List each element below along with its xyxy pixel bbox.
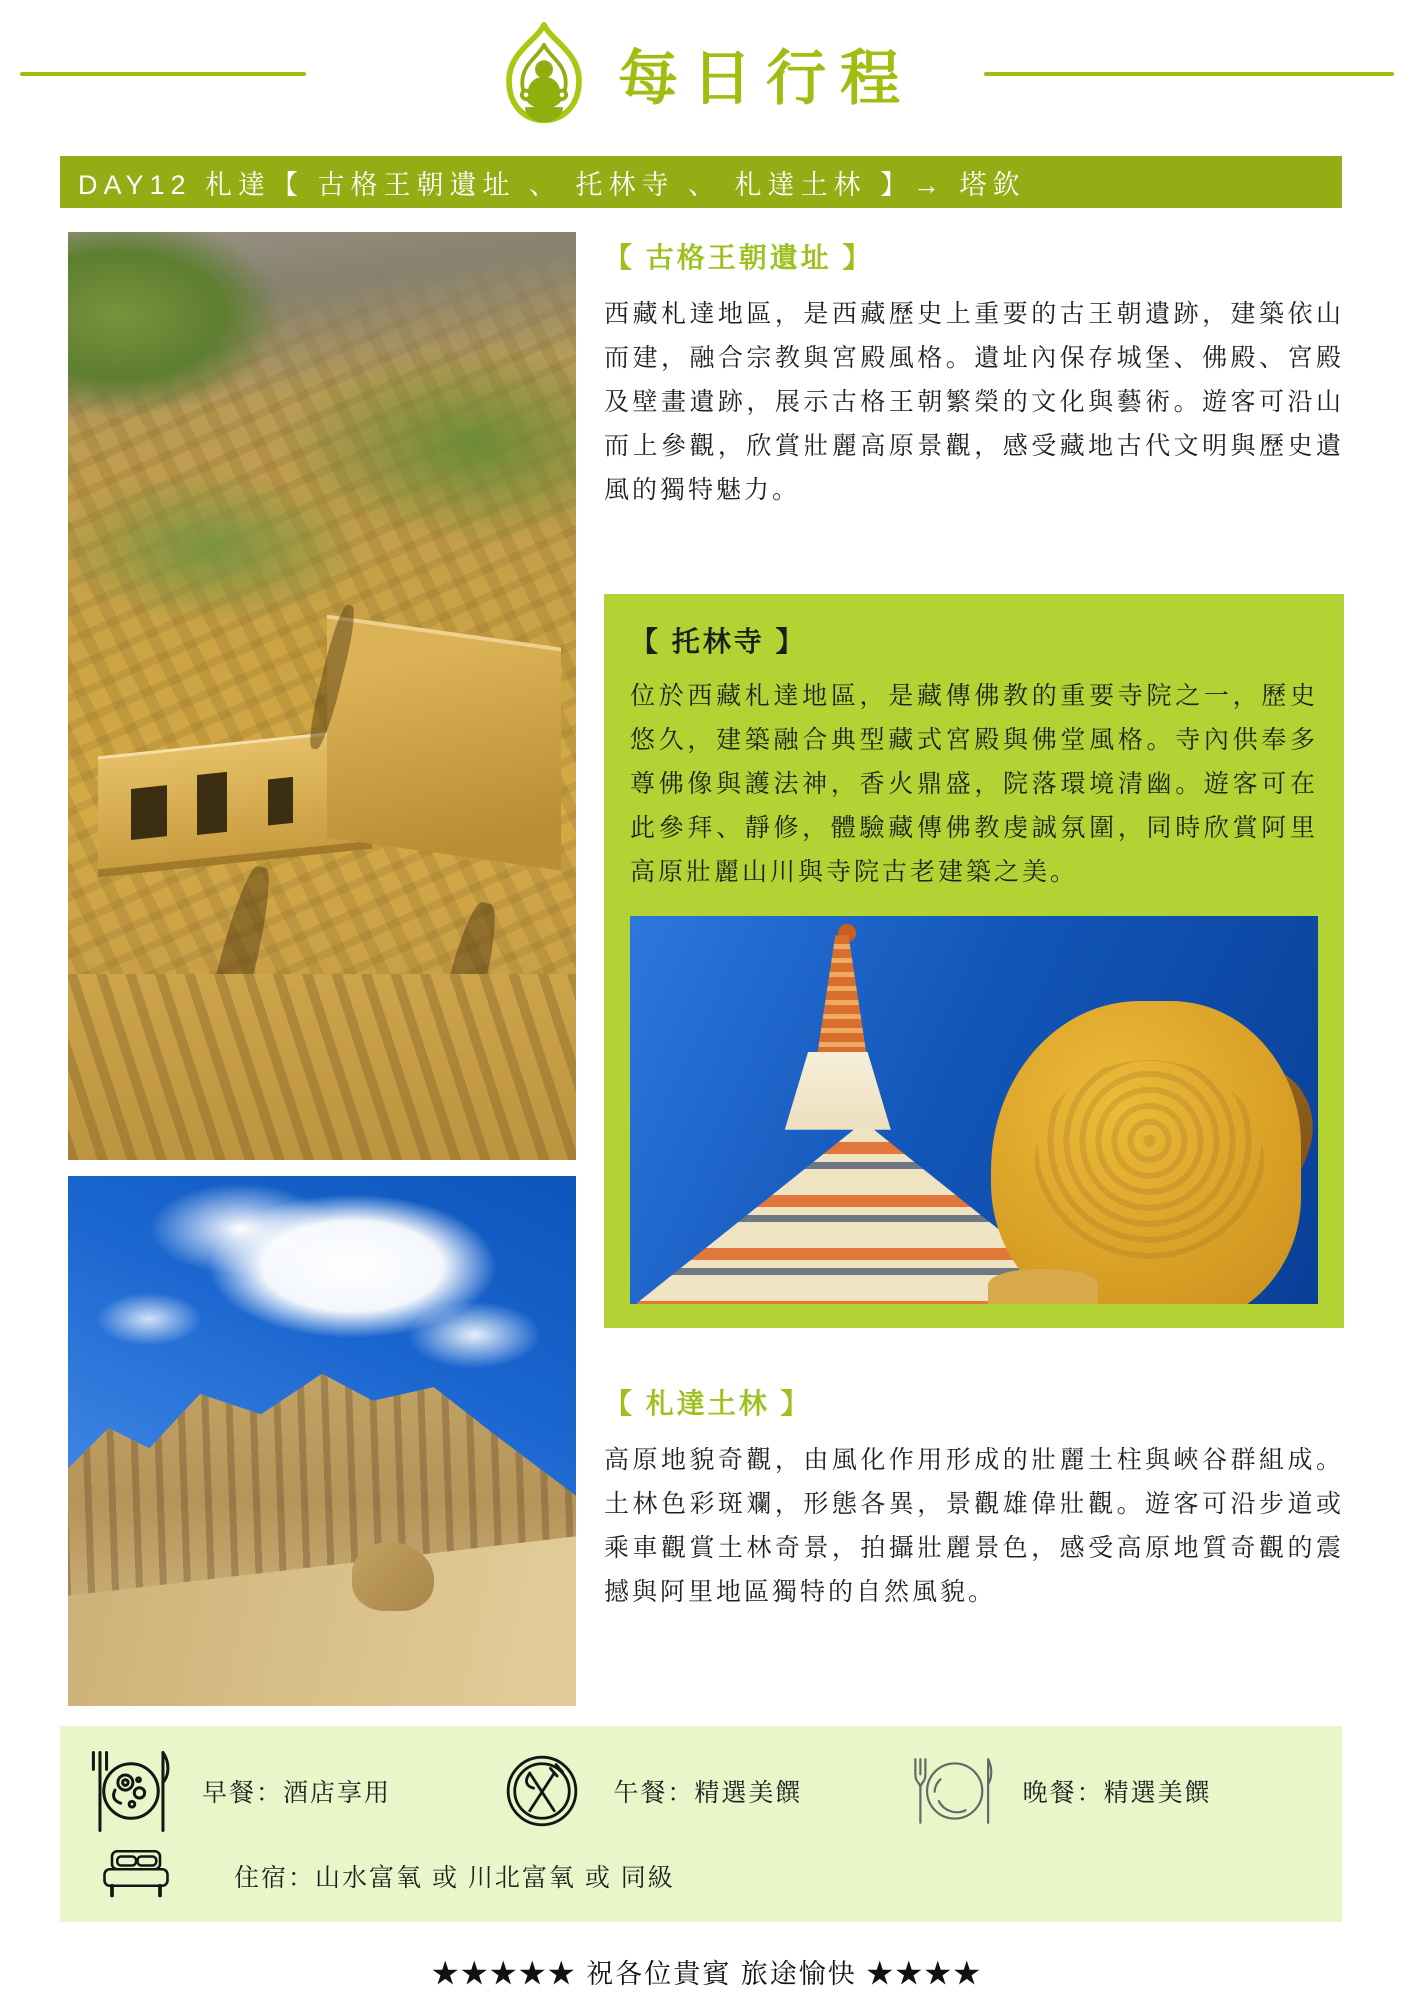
bed-icon xyxy=(94,1848,178,1904)
text-column xyxy=(604,232,1344,1706)
accommodation-row xyxy=(84,1848,1318,1904)
lunch-label: 午餐：精選美饌 xyxy=(613,1779,803,1807)
photo-zanda-earth-forest xyxy=(68,1176,576,1706)
header-rule-right xyxy=(984,72,1394,76)
section-title-guge: 【 古格王朝遺址 】 xyxy=(604,242,874,273)
accommodation-label: 住宿：山水富氧 或 川北富氧 或 同級 xyxy=(234,1864,675,1892)
section-tholing-card xyxy=(604,594,1344,1328)
ruin-window-shape xyxy=(197,772,227,835)
section-title-tulin: 【 札達土林 】 xyxy=(604,1388,812,1419)
section-body-tholing: 位於西藏札達地區，是藏傳佛教的重要寺院之一，歷史悠久，建築融合典型藏式宮殿與佛堂風格。寺內供奉多尊佛像與護法神，香火鼎盛，院落環境清幽。遊客可在此參拜、靜修，體驗藏傳佛教虔誠氛圍，同時欣賞阿里高原壯麗山川與寺院古老建築之美。 xyxy=(630,682,1318,886)
meals-row xyxy=(84,1744,1318,1838)
day-banner-text: DAY12 札達【 古格王朝遺址 、 托林寺 、 札達土林 】→ 塔欽 xyxy=(78,169,1026,200)
dinner-item xyxy=(907,1748,1318,1834)
meals-accommodation-panel xyxy=(60,1726,1342,1922)
section-body-tulin: 高原地貌奇觀，由風化作用形成的壯麗土柱與峽谷群組成。土林色彩斑斕，形態各異，景觀雄偉壯觀。遊客可沿步道或乘車觀賞土林奇景，拍攝壯麗景色，感受高原地質奇觀的震撼與阿里地區獨特的自然風貌。 xyxy=(604,1446,1344,1606)
lunch-plate-icon xyxy=(495,1744,589,1838)
section-tulin xyxy=(604,1382,1344,1614)
ruin-rubble-shape xyxy=(68,974,576,1160)
section-guge xyxy=(604,232,1344,512)
lotus-buddha-icon xyxy=(496,22,592,126)
photo-tholing-stupa xyxy=(630,916,1318,1304)
footer-wish xyxy=(0,1952,1414,1991)
content-area xyxy=(68,232,1344,1706)
breakfast-label: 早餐：酒店享用 xyxy=(202,1779,392,1807)
mani-stone-texture xyxy=(1035,1060,1264,1262)
stupa-spire-shape xyxy=(809,935,875,1057)
ruin-wall-shape xyxy=(327,615,561,871)
section-body-guge: 西藏札達地區，是西藏歷史上重要的古王朝遺跡，建築依山而建，融合宗教與宮殿風格。遺址內保存城堡、佛殿、宮殿及壁畫遺跡，展示古格王朝繁榮的文化與藝術。遊客可沿山而上參觀，欣賞壯麗高原景觀，感受藏地古代文明與歷史遺風的獨特魅力。 xyxy=(604,300,1344,504)
mani-stone-shape xyxy=(991,1001,1301,1304)
dinner-plate-icon xyxy=(907,1748,999,1834)
section-title-tholing: 【 托林寺 】 xyxy=(630,626,807,657)
page-header xyxy=(0,22,1414,126)
header-rule-left xyxy=(20,72,306,76)
page-title: 每日行程 xyxy=(618,45,914,112)
day-banner xyxy=(60,156,1342,208)
ruin-window-shape xyxy=(131,786,167,840)
stone-mound-shape xyxy=(988,1269,1098,1304)
photo-guge-ruins xyxy=(68,232,576,1160)
stupa-dome-shape xyxy=(785,1052,891,1130)
photo-column xyxy=(68,232,576,1706)
footer-wish-text: ★★★★★ 祝各位貴賓 旅途愉快 ★★★★ xyxy=(431,1959,983,1989)
breakfast-plate-icon xyxy=(84,1744,178,1838)
breakfast-item xyxy=(84,1744,495,1838)
lunch-item xyxy=(495,1744,906,1838)
dinner-label: 晚餐：精選美饌 xyxy=(1022,1779,1212,1807)
ruin-window-shape xyxy=(269,777,294,825)
